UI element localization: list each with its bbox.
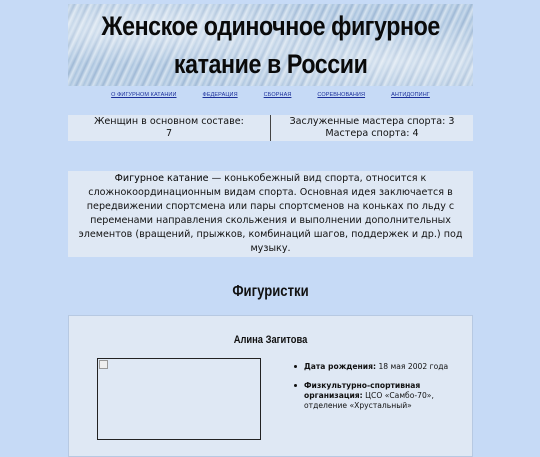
honored-masters-stat: Заслуженные мастера спорта: 3 [289, 116, 455, 127]
description-term: Фигурное катание [114, 173, 209, 184]
sport-description [68, 171, 473, 257]
section-title: Фигуристки [232, 283, 309, 300]
team-stat-label: Женщин в основном составе: [94, 116, 244, 127]
athlete-facts [291, 362, 471, 420]
organization-label: Физкультурно-спортивная организация: [304, 381, 421, 400]
nav-link-antidoping[interactable]: АНТИДОПИНГ [391, 92, 430, 98]
athlete-card [68, 315, 473, 457]
nav-link-team[interactable]: СБОРНАЯ [263, 92, 292, 98]
masters-stat-label: Мастера спорта: 4 [325, 128, 419, 139]
page [68, 4, 473, 457]
athlete-name: Алина Загитова [233, 334, 308, 346]
nav-link-federation[interactable]: ФЕДЕРАЦИЯ [202, 92, 238, 98]
nav-link-about[interactable]: О ФИГУРНОМ КАТАНИИ [111, 92, 177, 98]
nav-link-competitions[interactable]: СОРЕВНОВАНИЯ [317, 92, 366, 98]
birth-date-label: Дата рождения: [304, 362, 377, 371]
title-line-1: Женское одиночное фигурное [101, 11, 440, 41]
main-nav [68, 86, 473, 106]
list-item [291, 362, 471, 372]
header-banner [68, 4, 473, 86]
stats-panel [68, 115, 473, 141]
list-item [291, 381, 471, 411]
masters-stat [271, 115, 473, 141]
team-stat-value: 7 [165, 128, 173, 139]
organization-value: ЦСО «Самбо-70», отделение «Хрустальный» [304, 391, 434, 410]
birth-date-value: 18 мая 2002 года [378, 362, 449, 371]
description-text: — конькобежный вид спорта, относится к сложнокоординационным видам спорта. Основная идея заключается в передвижении спортсмена или пары спортсменов на коньках по льду с переменами направления скольжения и выполнении дополнительных элементов (вращений, прыжков, комбинаций шагов, поддержек и др.) под музыку. [78, 173, 463, 254]
title-line-2: катание в России [173, 49, 368, 79]
athlete-photo [97, 358, 261, 440]
broken-image-icon [99, 360, 108, 369]
team-stat [68, 115, 270, 141]
page-title [101, 7, 439, 83]
